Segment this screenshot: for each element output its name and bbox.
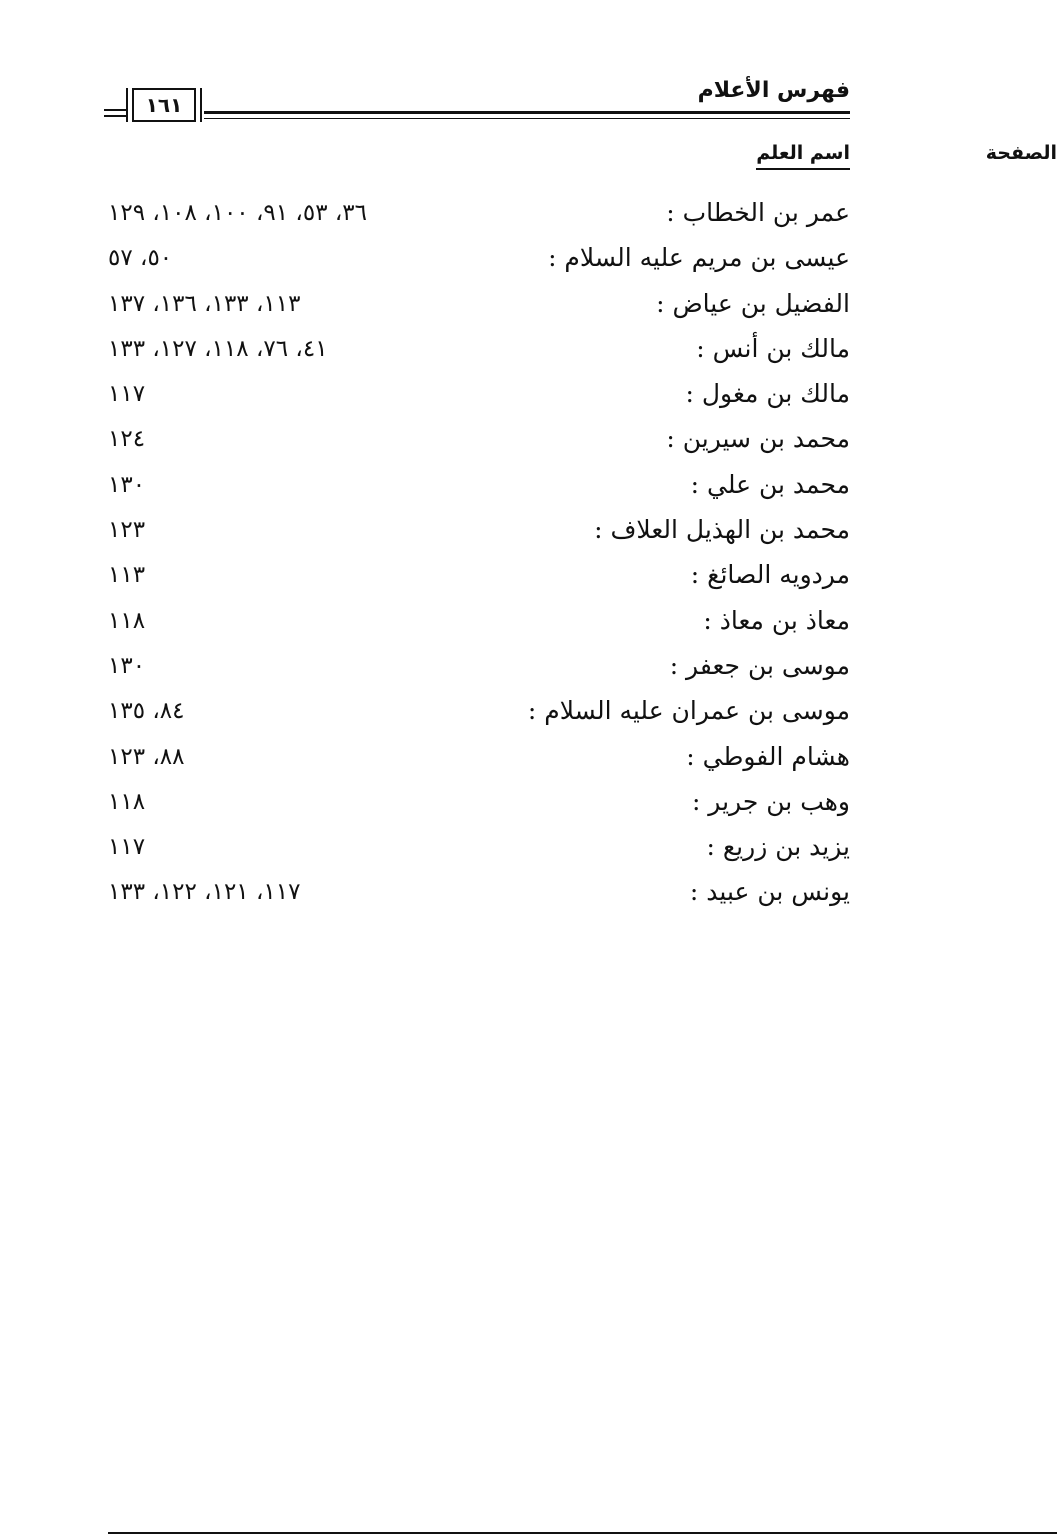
header-rule-thin xyxy=(204,118,850,119)
index-entry xyxy=(104,556,850,601)
page-box-bar-right xyxy=(200,88,202,122)
entry-pages: ١١٧ xyxy=(108,834,146,861)
entry-pages: ١٣٠ xyxy=(108,471,146,498)
entry-pages: ١٢٤ xyxy=(108,426,146,453)
index-entry xyxy=(104,602,850,647)
entry-name: هشام الفوطي : xyxy=(686,741,850,771)
entry-name: مالك بن أنس : xyxy=(696,333,850,363)
entry-pages: ١١٧، ١٢١، ١٢٢، ١٣٣ xyxy=(108,879,301,906)
header-rule-stub-top xyxy=(104,109,126,111)
index-entry xyxy=(104,783,850,828)
entry-name: محمد بن سيرين : xyxy=(666,424,850,454)
index-entry xyxy=(104,375,850,420)
index-entries xyxy=(104,194,850,919)
entry-pages: ٤١، ٧٦، ١١٨، ١٢٧، ١٣٣ xyxy=(108,335,328,362)
page-header xyxy=(104,78,850,126)
entry-name: مردويه الصائغ : xyxy=(690,560,850,590)
entry-name: يونس بن عبيد : xyxy=(689,877,850,907)
index-entry xyxy=(104,511,850,556)
index-entry xyxy=(104,738,850,783)
running-title: فهرس الأعلام xyxy=(697,78,850,103)
index-entry xyxy=(104,420,850,465)
index-entry xyxy=(104,239,850,284)
entry-pages: ١٣٠ xyxy=(108,652,146,679)
name-column-heading: اسم العلم xyxy=(756,142,850,170)
page-box-bar-left xyxy=(126,88,128,122)
header-rule-thick xyxy=(204,111,850,114)
index-entry xyxy=(104,285,850,330)
entry-pages: ٥٠، ٥٧ xyxy=(108,245,173,272)
index-entry xyxy=(104,647,850,692)
index-entry xyxy=(104,828,850,873)
entry-pages: ١٢٣ xyxy=(108,517,146,544)
entry-name: محمد بن علي : xyxy=(690,469,850,499)
page-column-heading: الصفحة xyxy=(108,142,1057,1534)
entry-pages: ١١٨ xyxy=(108,788,146,815)
entry-name: موسى بن عمران عليه السلام : xyxy=(527,696,850,726)
entry-name: محمد بن الهذيل العلاف : xyxy=(594,515,850,545)
entry-name: مالك بن مغول : xyxy=(685,379,850,409)
page-number: ١٦١ xyxy=(145,93,183,117)
entry-pages: ١١٣، ١٣٣، ١٣٦، ١٣٧ xyxy=(108,290,301,317)
entry-name: عمر بن الخطاب : xyxy=(666,198,850,227)
index-entry xyxy=(104,330,850,375)
entry-name: معاذ بن معاذ : xyxy=(703,605,850,635)
entry-name: عيسى بن مريم عليه السلام : xyxy=(548,243,850,273)
index-entry xyxy=(104,466,850,511)
entry-pages: ٨٤، ١٣٥ xyxy=(108,698,185,725)
entry-pages: ٣٦، ٥٣، ٩١، ١٠٠، ١٠٨، ١٢٩ xyxy=(108,200,368,226)
entry-name: الفضيل بن عياض : xyxy=(656,288,850,318)
header-rule-stub-bottom xyxy=(104,115,126,117)
entry-name: وهب بن جرير : xyxy=(691,786,850,816)
entry-name: موسى بن جعفر : xyxy=(669,650,850,680)
page-number-box xyxy=(132,88,196,122)
entry-pages: ١١٧ xyxy=(108,381,146,408)
index-entry xyxy=(104,194,850,239)
column-headings xyxy=(104,142,1057,178)
index-entry xyxy=(104,692,850,737)
entry-name: يزيد بن زريع : xyxy=(706,832,850,862)
entry-pages: ٨٨، ١٢٣ xyxy=(108,743,185,770)
entry-pages: ١١٣ xyxy=(108,562,146,589)
index-entry xyxy=(104,873,850,918)
entry-pages: ١١٨ xyxy=(108,607,146,634)
